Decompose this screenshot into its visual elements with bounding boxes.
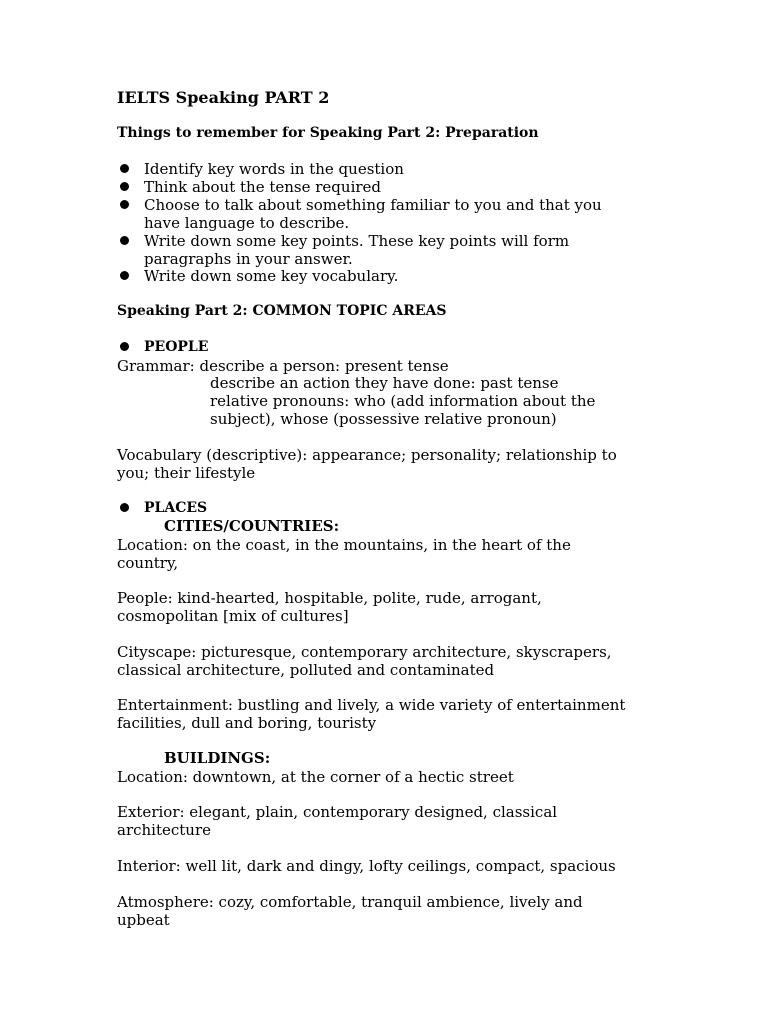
cities-line: People: kind-hearted, hospitable, polite, rude, arrogant, [117,589,542,607]
bullet-icon [120,342,129,351]
cities-line: Location: on the coast, in the mountains, in the heart of the [117,536,571,554]
people-grammar-line: describe an action they have done: past tense [210,374,559,392]
prep-item: Think about the tense required [144,178,382,196]
buildings-line: Exterior: elegant, plain, contemporary designed, classical [117,803,558,821]
bullet-icon [120,200,129,209]
cities-line: classical architecture, polluted and contaminated [117,661,495,679]
cities-heading: CITIES/COUNTRIES: [164,517,340,535]
prep-item: Identify key words in the question [144,160,404,178]
topics-heading: Speaking Part 2: COMMON TOPIC AREAS [117,303,447,319]
places-heading: PLACES [144,500,208,516]
people-vocab-line: you; their lifestyle [117,464,256,482]
people-heading: PEOPLE [144,339,209,355]
buildings-heading: BUILDINGS: [164,749,271,767]
people-vocab-line: Vocabulary (descriptive): appearance; personality; relationship to [117,446,617,464]
prep-item: Write down some key points. These key points will form [144,232,570,250]
bullet-icon [120,164,129,173]
prep-item-continued: have language to describe. [144,214,350,232]
buildings-line: Location: downtown, at the corner of a hectic street [117,768,514,786]
buildings-line: Interior: well lit, dark and dingy, lofty ceilings, compact, spacious [117,857,616,875]
page-title: IELTS Speaking PART 2 [117,88,330,107]
bullet-icon [120,182,129,191]
prep-item-continued: paragraphs in your answer. [144,250,353,268]
people-grammar-line: relative pronouns: who (add information about the [210,392,596,410]
prep-item: Write down some key vocabulary. [144,267,399,285]
cities-line: Entertainment: bustling and lively, a wide variety of entertainment [117,696,626,714]
cities-line: cosmopolitan [mix of cultures] [117,607,349,625]
prep-heading: Things to remember for Speaking Part 2: Preparation [117,125,539,141]
bullet-icon [120,236,129,245]
buildings-line: architecture [117,821,212,839]
cities-line: facilities, dull and boring, touristy [117,714,377,732]
people-grammar-line: Grammar: describe a person: present tense [117,357,449,375]
buildings-line: Atmosphere: cozy, comfortable, tranquil ambience, lively and [117,893,583,911]
cities-line: Cityscape: picturesque, contemporary architecture, skyscrapers, [117,643,612,661]
bullet-icon [120,271,129,280]
cities-line: country, [117,554,179,572]
bullet-icon [120,503,129,512]
buildings-line: upbeat [117,911,170,929]
prep-item: Choose to talk about something familiar to you and that you [144,196,602,214]
people-grammar-line: subject), whose (possessive relative pronoun) [210,410,557,428]
